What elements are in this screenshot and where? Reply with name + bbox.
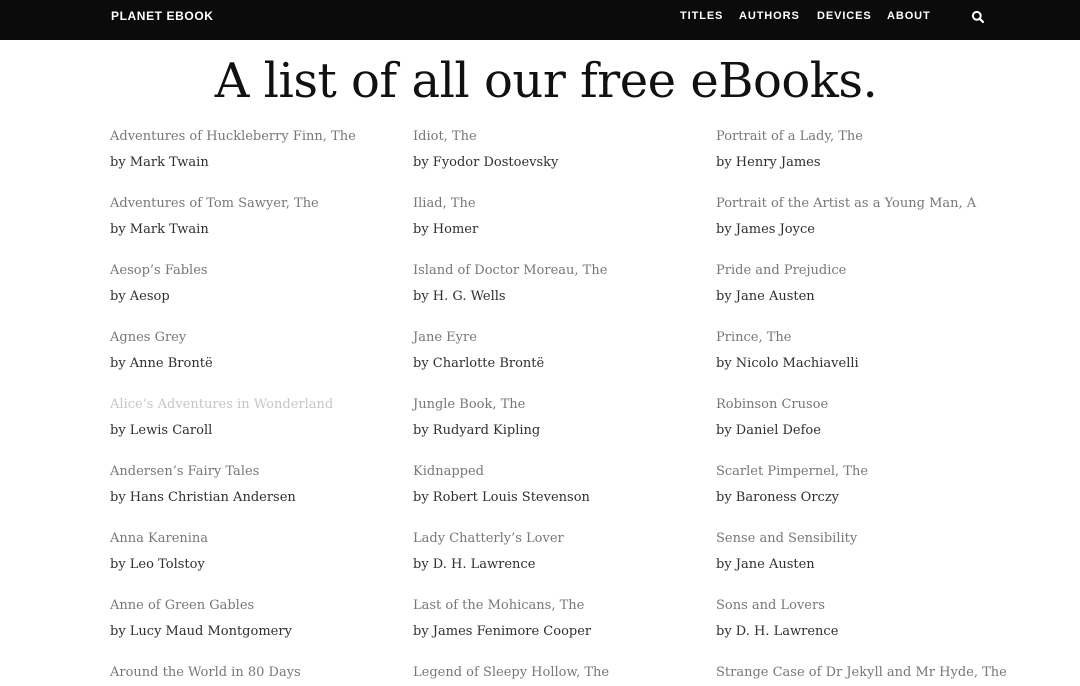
- book-author-link[interactable]: by Anne Brontë: [110, 356, 213, 371]
- top-navigation-bar: [0, 0, 1080, 40]
- nav-authors-link[interactable]: AUTHORS: [739, 10, 800, 22]
- book-title-link[interactable]: Iliad, The: [413, 196, 476, 211]
- book-title-link[interactable]: Portrait of the Artist as a Young Man, A: [716, 196, 977, 211]
- book-title-link[interactable]: Aesop’s Fables: [110, 263, 208, 278]
- book-author-link[interactable]: by James Fenimore Cooper: [413, 624, 592, 639]
- book-list-item: [716, 328, 1016, 384]
- book-author-link[interactable]: by Homer: [413, 222, 479, 237]
- book-list-item: [110, 194, 410, 250]
- book-author-link[interactable]: by Hans Christian Andersen: [110, 490, 296, 505]
- ebook-list: [110, 127, 1010, 686]
- book-title-link[interactable]: Jungle Book, The: [413, 397, 526, 412]
- book-author-link[interactable]: by Jane Austen: [716, 557, 815, 572]
- book-author-link[interactable]: by Nicolo Machiavelli: [716, 356, 859, 371]
- book-title-link[interactable]: Kidnapped: [413, 464, 484, 479]
- book-author-link[interactable]: by D. H. Lawrence: [413, 557, 536, 572]
- book-list-item: [716, 127, 1016, 183]
- book-author-link[interactable]: by Henry James: [716, 155, 821, 170]
- book-author-link[interactable]: by Mark Twain: [110, 155, 209, 170]
- book-list-item: [716, 596, 1016, 652]
- book-list-item: [110, 261, 410, 317]
- book-title-link[interactable]: Idiot, The: [413, 129, 477, 144]
- book-list-item: [716, 395, 1016, 451]
- book-author-link[interactable]: by Aesop: [110, 289, 170, 304]
- book-author-link[interactable]: by Leo Tolstoy: [110, 557, 205, 572]
- book-list-item: [413, 663, 713, 686]
- book-author-link[interactable]: by Fyodor Dostoevsky: [413, 155, 559, 170]
- book-title-link[interactable]: Portrait of a Lady, The: [716, 129, 863, 144]
- book-title-link[interactable]: Legend of Sleepy Hollow, The: [413, 665, 610, 680]
- book-author-link[interactable]: by Lucy Maud Montgomery: [110, 624, 292, 639]
- book-title-link[interactable]: Last of the Mohicans, The: [413, 598, 585, 613]
- book-list-item: [110, 395, 410, 451]
- book-author-link[interactable]: by Baroness Orczy: [716, 490, 840, 505]
- book-author-link[interactable]: by James Joyce: [716, 222, 815, 237]
- book-author-link[interactable]: by Rudyard Kipling: [413, 423, 541, 438]
- book-title-link[interactable]: Island of Doctor Moreau, The: [413, 263, 608, 278]
- book-list-item: [413, 529, 713, 585]
- book-author-link[interactable]: by Mark Twain: [110, 222, 209, 237]
- book-list-item: [110, 127, 410, 183]
- book-list-item: [716, 663, 1016, 686]
- book-list-item: [110, 328, 410, 384]
- book-author-link[interactable]: by Charlotte Brontë: [413, 356, 545, 371]
- site-logo-link[interactable]: PLANET EBOOK: [111, 9, 214, 23]
- book-title-link[interactable]: Andersen’s Fairy Tales: [110, 464, 260, 479]
- book-list-item: [716, 261, 1016, 317]
- book-author-link[interactable]: by H. G. Wells: [413, 289, 506, 304]
- book-list-item: [716, 462, 1016, 518]
- book-author-link[interactable]: by Robert Louis Stevenson: [413, 490, 590, 505]
- book-title-link[interactable]: Sons and Lovers: [716, 598, 825, 613]
- nav-devices-link[interactable]: DEVICES: [817, 10, 872, 22]
- search-icon[interactable]: [971, 10, 985, 24]
- book-title-link[interactable]: Prince, The: [716, 330, 792, 345]
- book-author-link[interactable]: by D. H. Lawrence: [716, 624, 839, 639]
- book-list-item: [413, 596, 713, 652]
- book-list-item: [110, 529, 410, 585]
- book-title-link[interactable]: Adventures of Huckleberry Finn, The: [110, 129, 356, 144]
- book-title-link[interactable]: Jane Eyre: [413, 330, 477, 345]
- book-list-item: [716, 194, 1016, 250]
- book-title-link[interactable]: Sense and Sensibility: [716, 531, 858, 546]
- book-list-item: [716, 529, 1016, 585]
- book-title-link[interactable]: Alice’s Adventures in Wonderland: [110, 397, 334, 412]
- book-title-link[interactable]: Adventures of Tom Sawyer, The: [110, 196, 319, 211]
- book-title-link[interactable]: Around the World in 80 Days: [110, 665, 301, 680]
- book-list-item: [110, 596, 410, 652]
- book-title-link[interactable]: Anne of Green Gables: [110, 598, 255, 613]
- book-author-link[interactable]: by Daniel Defoe: [716, 423, 821, 438]
- book-title-link[interactable]: Lady Chatterly’s Lover: [413, 531, 564, 546]
- book-title-link[interactable]: Strange Case of Dr Jekyll and Mr Hyde, The: [716, 665, 1007, 680]
- book-list-item: [413, 261, 713, 317]
- book-title-link[interactable]: Robinson Crusoe: [716, 397, 829, 412]
- page-title: A list of all our free eBooks.: [214, 53, 878, 109]
- book-list-item: [413, 194, 713, 250]
- book-list-item: [110, 462, 410, 518]
- book-author-link[interactable]: by Lewis Caroll: [110, 423, 213, 438]
- book-list-item: [413, 127, 713, 183]
- book-title-link[interactable]: Pride and Prejudice: [716, 263, 847, 278]
- book-title-link[interactable]: Scarlet Pimpernel, The: [716, 464, 869, 479]
- book-title-link[interactable]: Anna Karenina: [110, 531, 209, 546]
- book-author-link[interactable]: by Jane Austen: [716, 289, 815, 304]
- nav-titles-link[interactable]: TITLES: [680, 10, 724, 22]
- book-title-link[interactable]: Agnes Grey: [110, 330, 187, 345]
- book-list-item: [413, 462, 713, 518]
- nav-about-link[interactable]: ABOUT: [887, 10, 931, 22]
- book-list-item: [413, 328, 713, 384]
- book-list-item: [110, 663, 410, 686]
- book-list-item: [413, 395, 713, 451]
